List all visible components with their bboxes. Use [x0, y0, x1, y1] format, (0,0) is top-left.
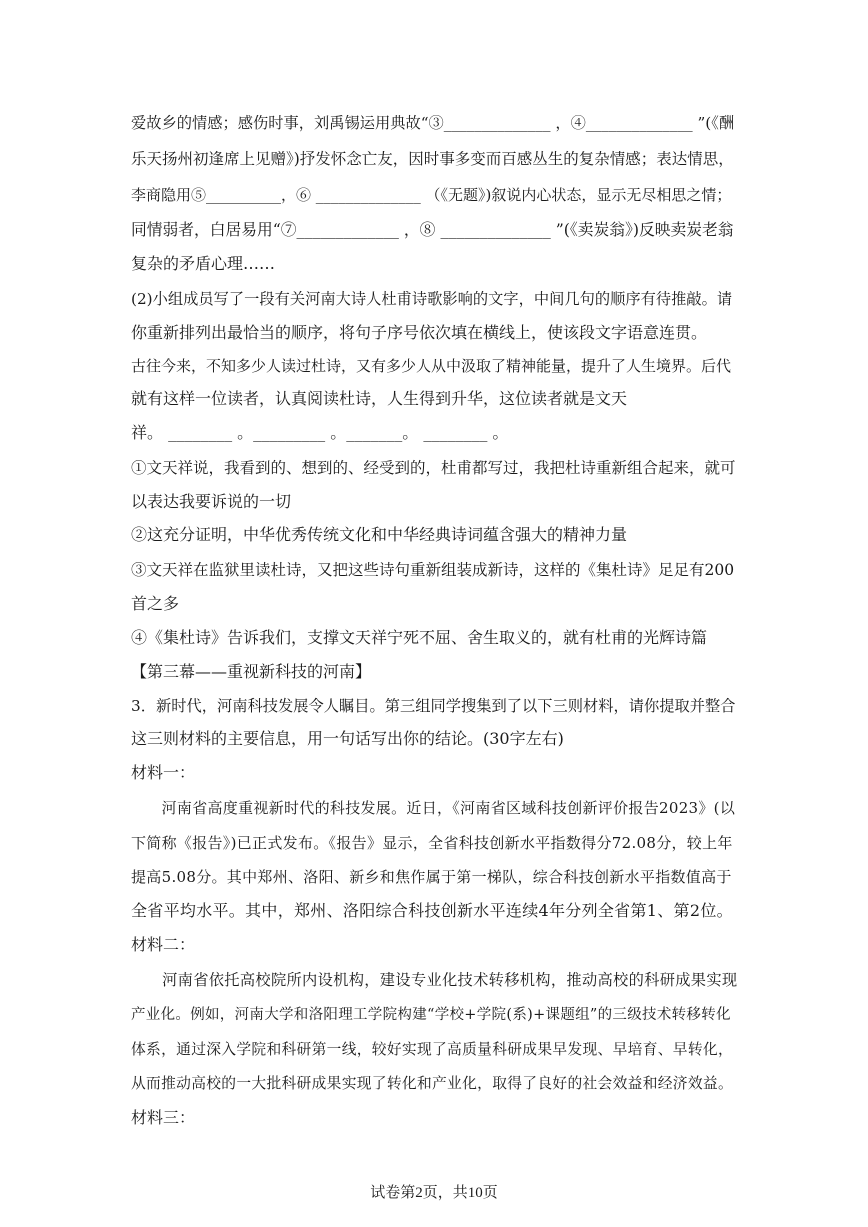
option-2: ②这充分证明，中华优秀传统文化和中华经典诗词蕴含强大的精神力量 [131, 525, 628, 544]
question-3-stem: 3．新时代，河南科技发展令人瞩目。第三组同学搜集到了以下三则材料，请你提取并整合 [131, 697, 736, 715]
material-1-text: 下简称《报告》)已正式发布。《报告》显示，全省科技创新水平指数得分72.08分，较上年 [131, 834, 733, 852]
text-line: 就有这样一位读者，认真阅读杜诗，人生得到升华，这位读者就是文天 [131, 389, 628, 408]
material-2-text: 河南省依托高校院所内设机构，建设专业化技术转移机构，推动高校的科研成果实现 [131, 971, 738, 989]
option-4: ④《集杜诗》告诉我们，支撑文天祥宁死不屈、舍生取义的，就有杜甫的光辉诗篇 [131, 628, 708, 647]
text-line: 爱故乡的情感；感伤时事，刘禹锡运用典故“③______________ ，④______________ ”(《酬 [131, 114, 735, 132]
text-line: 复杂的矛盾心理…… [131, 254, 276, 273]
material-2-text: 体系，通过深入学院和科研第一线，较好实现了高质量科研成果早发现、早培育、早转化， [131, 1041, 733, 1058]
question-2-stem: (2)小组成员写了一段有关河南大诗人杜甫诗歌影响的文字，中间几句的顺序有待推敲。请 [131, 290, 733, 308]
material-3-label: 材料三： [131, 1108, 196, 1127]
material-1-label: 材料一： [131, 763, 196, 782]
material-2-label: 材料二： [131, 935, 196, 954]
text-line: 同情弱者，白居易用“⑦_____________ ，⑧ ______________ ”(《卖炭翁》)反映卖炭老翁 [131, 220, 734, 239]
text-line: 乐天扬州初逢席上见赠》)抒发怀念亡友，因时事多变而百感丛生的复杂情感；表达情思， [131, 150, 734, 168]
text-line: 这三则材料的主要信息，用一句话写出你的结论。(30字左右) [131, 729, 564, 748]
section-heading: 【第三幕——重视新科技的河南】 [131, 662, 372, 681]
material-1-text: 河南省高度重视新时代的科技发展。近日，《河南省区域科技创新评价报告2023》(以 [131, 799, 736, 817]
material-1-text: 全省平均水平。其中，郑州、洛阳综合科技创新水平连续4年分列全省第1、第2位。 [131, 901, 733, 920]
text-line: 你重新排列出最恰当的顺序，将句子序号依次填在横线上，使该段文字语意连贯。 [131, 323, 708, 342]
material-2-text: 从而推动高校的一大批科研成果实现了转化和产业化，取得了良好的社会效益和经济效益。 [131, 1075, 733, 1092]
page-footer: 试卷第2页，共10页 [370, 1185, 498, 1201]
answer-blanks: 祥。 ________ 。_________ 。_______。 ________ 。 [131, 423, 509, 442]
text-line: 首之多 [131, 594, 180, 613]
text-line: 以表达我要诉说的一切 [131, 492, 292, 511]
material-2-text: 产业化。例如，河南大学和洛阳理工学院构建“学校+学院(系)+课题组”的三级技术转移转化 [131, 1007, 731, 1023]
material-1-text: 提高5.08分。其中郑州、洛阳、新乡和焦作属于第一梯队，综合科技创新水平指数值高于 [131, 868, 732, 886]
option-3: ③文天祥在监狱里读杜诗，又把这些诗句重新组装成新诗，这样的《集杜诗》足足有200 [131, 561, 735, 579]
option-1: ①文天祥说，我看到的、想到的、经受到的，杜甫都写过，我把杜诗重新组合起来，就可 [131, 459, 736, 477]
text-line: 李商隐用⑤__________，⑥ ______________ （《无题》)叙说内心状态，显示无尽相思之情； [131, 186, 732, 204]
text-line: 古往今来，不知多少人读过杜诗，又有多少人从中汲取了精神能量，提升了人生境界。后代 [131, 357, 732, 375]
